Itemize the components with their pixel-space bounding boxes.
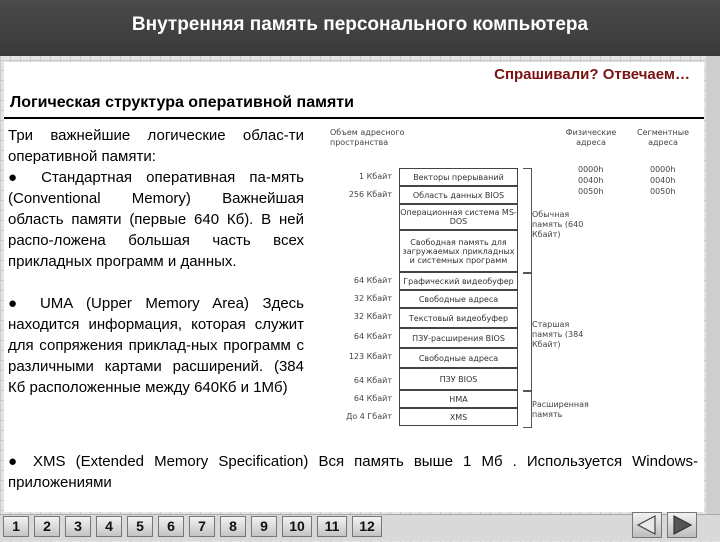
side-strip [706, 56, 720, 514]
row-size: 32 Кбайт [353, 294, 392, 303]
nav-prev-button[interactable] [632, 512, 662, 538]
triangle-right-icon [668, 513, 696, 537]
nav-next-button[interactable] [667, 512, 697, 538]
physical-address: 0050h [578, 187, 604, 196]
region-extended: Расширенная память [532, 400, 589, 419]
section-heading: Логическая структура оперативной памяти [10, 94, 354, 111]
nav-page-2[interactable]: 2 [34, 516, 60, 537]
memory-cell: Свободные адреса [399, 290, 518, 308]
paragraph-conventional: ● Стандартная оперативная па-мять (Conventional Memory) Важнейшая область памяти (первые 640 Кб). В ней распо-ложена большая часть всех прикладных программ и данных. [8, 169, 304, 270]
memory-cell: Операционная система MS-DOS [399, 204, 518, 230]
nav-page-1[interactable]: 1 [3, 516, 29, 537]
nav-page-8[interactable]: 8 [220, 516, 246, 537]
row-size: 64 Кбайт [353, 276, 392, 285]
memory-cell: Текстовый видеобуфер [399, 308, 518, 328]
paragraph-xms: ● XMS (Extended Memory Specification) Вся память выше 1 Мб . Используется Windows-приложениями [8, 453, 698, 491]
slide-title: Внутренняя память персонального компьютера [131, 14, 589, 35]
title-bar [0, 0, 720, 56]
col-header-physical: Физические адреса [565, 128, 617, 147]
physical-addresses [578, 164, 603, 197]
segment-address: 0000h [650, 165, 676, 174]
triangle-left-icon [633, 513, 661, 537]
memory-map-diagram [320, 124, 698, 436]
memory-cell: Графический видеобуфер [399, 272, 518, 290]
row-size: 64 Кбайт [353, 376, 392, 385]
segment-address: 0050h [650, 187, 676, 196]
subtitle: Спрашивали? Отвечаем… [494, 66, 690, 83]
memory-cell: ПЗУ BIOS [399, 368, 518, 390]
region-upper: Старшая память (384 Кбайт) [532, 320, 584, 349]
nav-page-6[interactable]: 6 [158, 516, 184, 537]
row-size: До 4 Гбайт [346, 412, 392, 421]
row-size: 64 Кбайт [353, 332, 392, 341]
memory-cell: ПЗУ-расширения BIOS [399, 328, 518, 348]
nav-page-12[interactable]: 12 [352, 516, 382, 537]
upper-bracket [523, 272, 532, 392]
physical-address: 0040h [578, 176, 604, 185]
row-size: 256 Кбайт [348, 190, 392, 199]
nav-page-10[interactable]: 10 [282, 516, 312, 537]
col-header-segment: Сегментные адреса [636, 128, 690, 147]
nav-page-9[interactable]: 9 [251, 516, 277, 537]
conventional-bracket [523, 168, 532, 274]
memory-cell: HMA [399, 390, 518, 408]
nav-page-3[interactable]: 3 [65, 516, 91, 537]
nav-page-5[interactable]: 5 [127, 516, 153, 537]
memory-cell: Векторы прерываний [399, 168, 518, 186]
nav-page-4[interactable]: 4 [96, 516, 122, 537]
row-size: 123 Кбайт [348, 352, 392, 361]
nav-page-11[interactable]: 11 [317, 516, 347, 537]
paragraph-intro: Три важнейшие логические облас-ти оперативной памяти: [8, 127, 304, 165]
region-conventional: Обычная память (640 Кбайт) [532, 210, 584, 239]
row-size: 64 Кбайт [353, 394, 392, 403]
heading-divider [4, 117, 704, 119]
memory-cell: XMS [399, 408, 518, 426]
segment-address: 0040h [650, 176, 676, 185]
memory-cell: Свободные адреса [399, 348, 518, 368]
extended-bracket [523, 390, 532, 428]
row-size: 32 Кбайт [353, 312, 392, 321]
memory-cell: Свободная память для загружаемых прикладных и системных программ [399, 230, 518, 272]
paragraph-uma: ● UMA (Upper Memory Area) Здесь находится информация, которая служит для сопряжения приклад-ных программ с различными картами расширений. (384 Кб расположенные между 640Кб и 1Мб) [8, 295, 304, 396]
nav-page-7[interactable]: 7 [189, 516, 215, 537]
memory-cell: Область данных BIOS [399, 186, 518, 204]
segment-addresses [650, 164, 675, 197]
col-header-address-space: Объем адресного пространства [330, 128, 405, 147]
physical-address: 0000h [578, 165, 604, 174]
row-size: 1 Кбайт [358, 172, 392, 181]
